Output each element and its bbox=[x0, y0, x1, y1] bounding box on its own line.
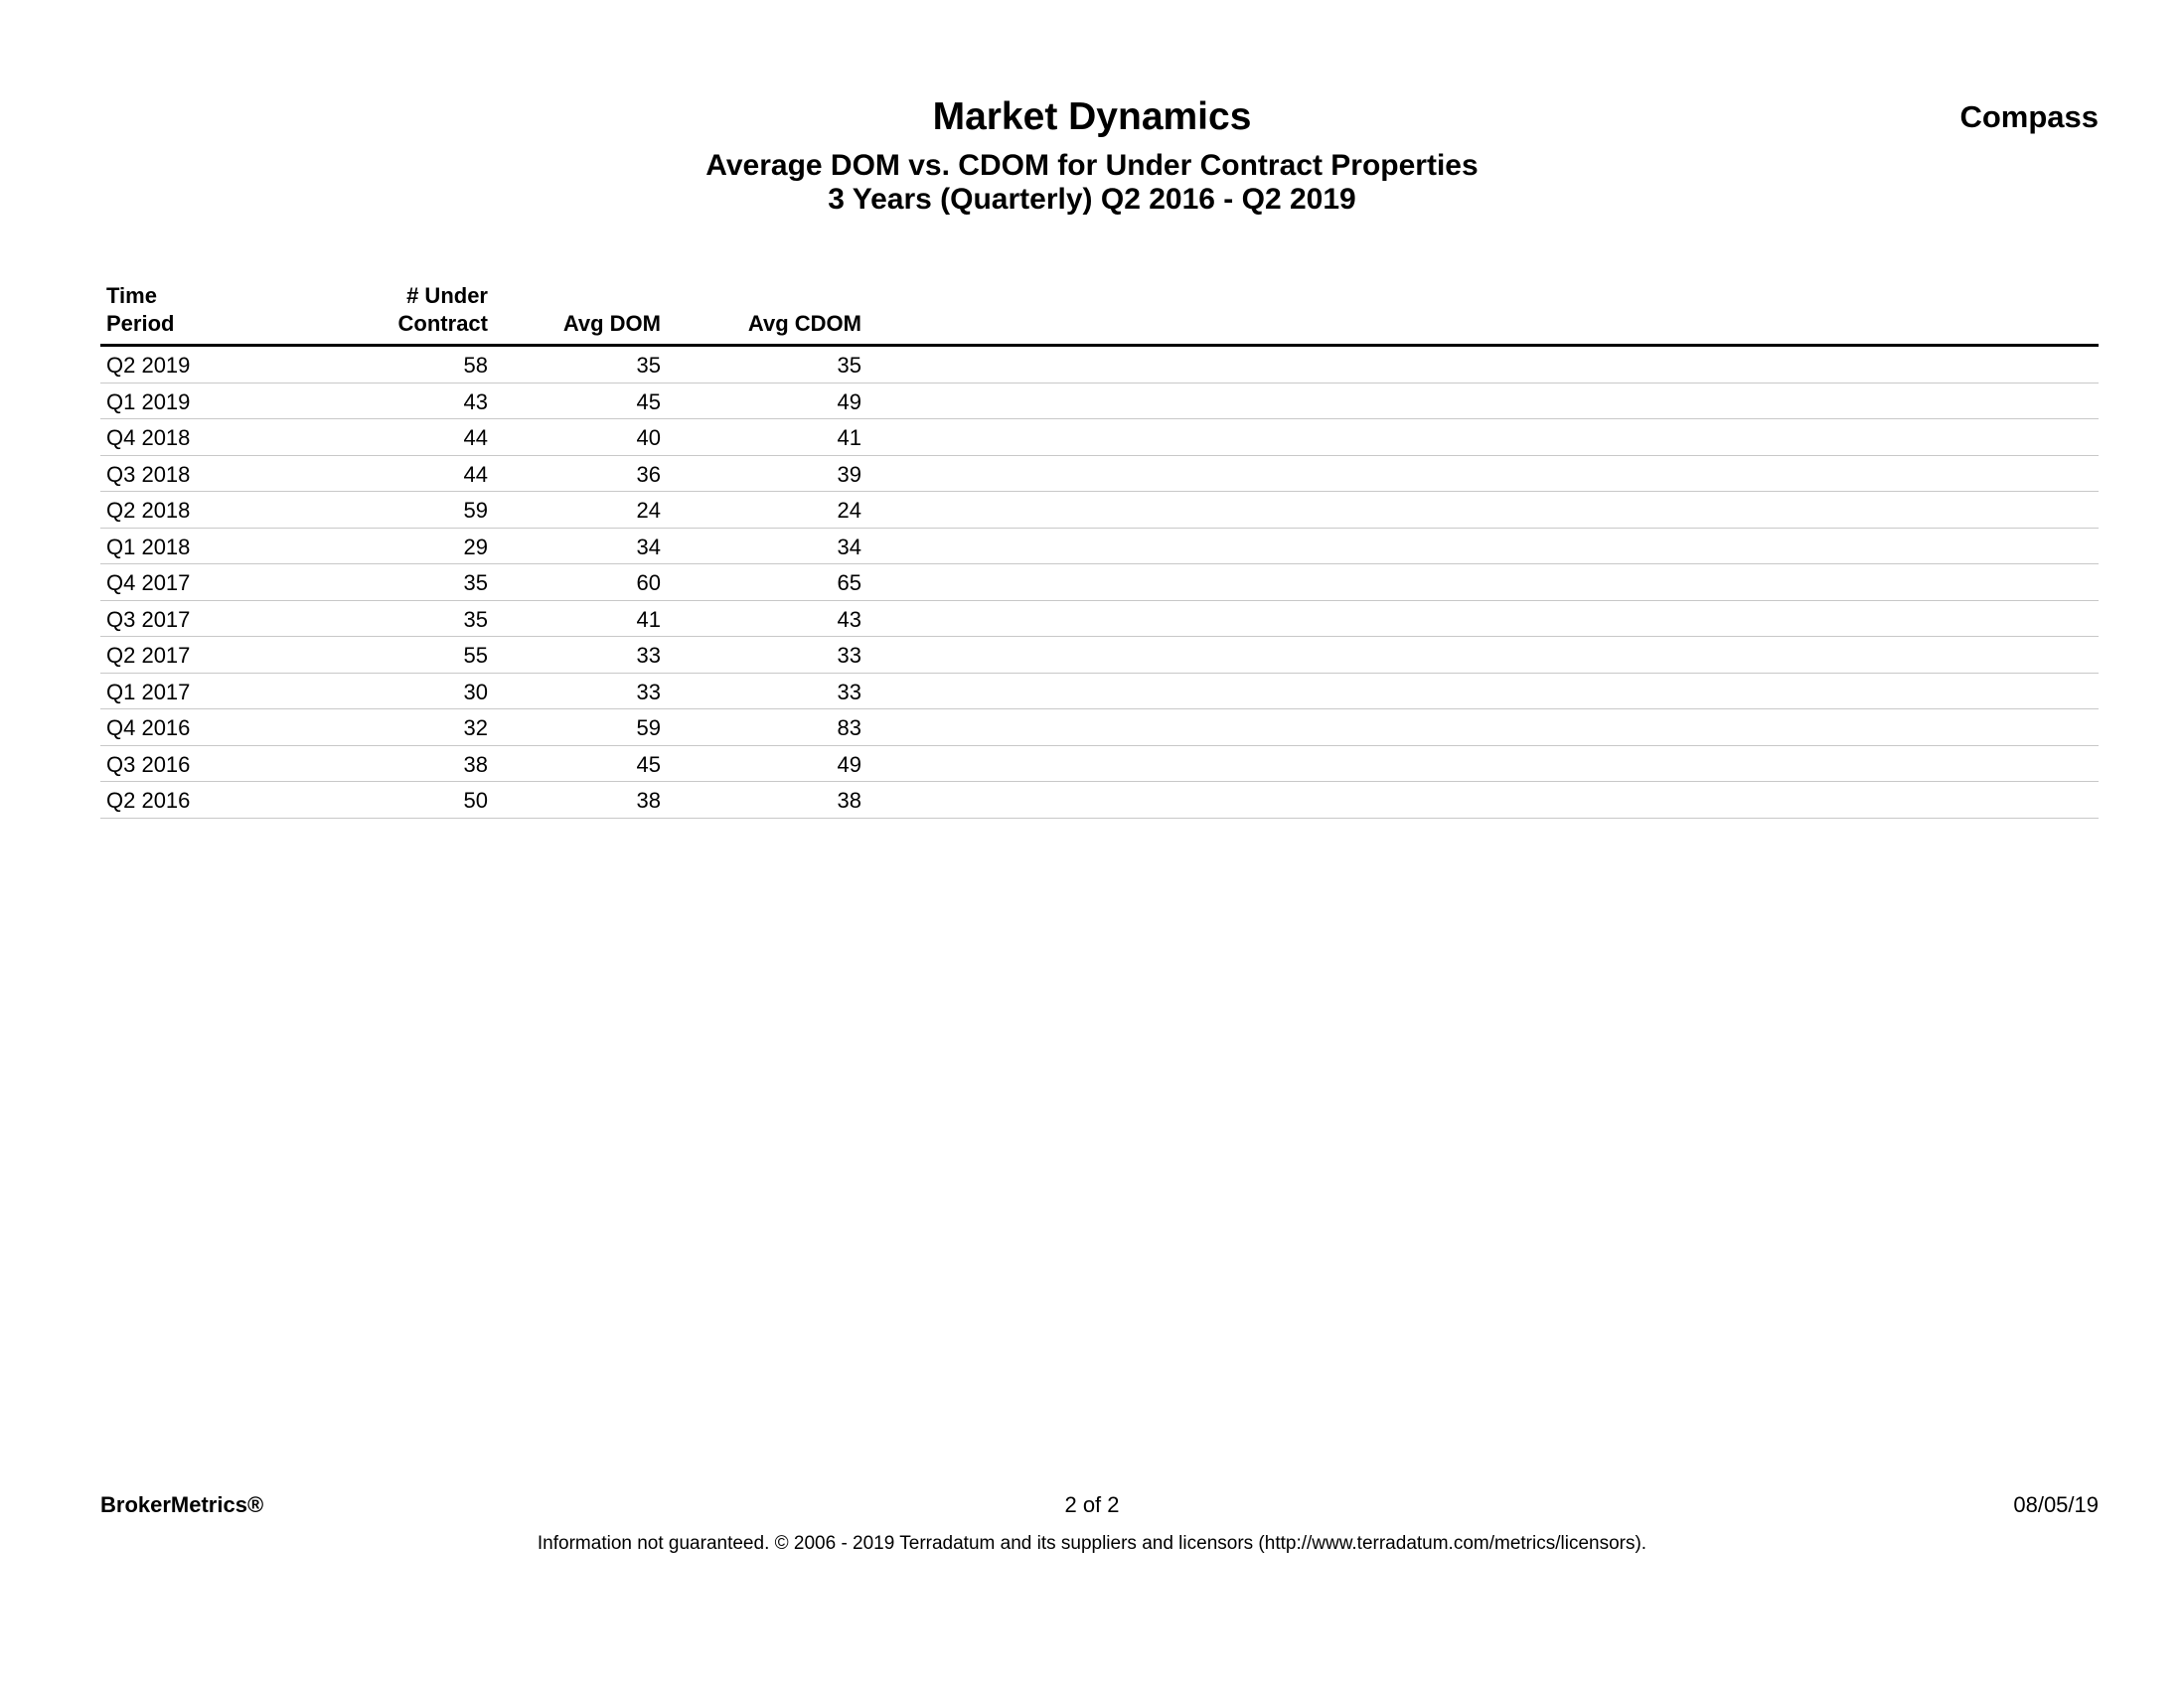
cell-under-contract: 35 bbox=[463, 606, 488, 632]
cell-under-contract: 44 bbox=[463, 425, 488, 450]
cell-avg-cdom: 35 bbox=[837, 353, 861, 378]
column-header-under-contract bbox=[289, 282, 488, 338]
cell-avg-cdom: 38 bbox=[837, 788, 861, 813]
cell-avg-dom: 45 bbox=[636, 751, 661, 777]
footer-brand: BrokerMetrics® bbox=[100, 1492, 264, 1517]
table-row bbox=[100, 782, 2099, 819]
cell-time-period: Q4 2018 bbox=[106, 425, 191, 450]
table-header bbox=[100, 280, 2099, 347]
table-row bbox=[100, 529, 2099, 565]
column-header-avg-dom bbox=[478, 310, 661, 338]
cell-time-period: Q4 2016 bbox=[106, 715, 191, 740]
cell-avg-dom: 40 bbox=[636, 425, 661, 450]
cell-avg-cdom: 33 bbox=[837, 643, 861, 668]
cell-under-contract: 38 bbox=[463, 751, 488, 777]
cell-avg-cdom: 49 bbox=[837, 751, 861, 777]
column-header-line: # Under bbox=[406, 283, 488, 308]
cell-under-contract: 50 bbox=[463, 788, 488, 813]
cell-time-period: Q2 2018 bbox=[106, 498, 191, 523]
table-row bbox=[100, 456, 2099, 493]
cell-avg-cdom: 41 bbox=[837, 425, 861, 450]
column-header-avg-cdom bbox=[657, 310, 861, 338]
cell-avg-cdom: 34 bbox=[837, 534, 861, 559]
cell-avg-dom: 35 bbox=[636, 353, 661, 378]
cell-time-period: Q4 2017 bbox=[106, 570, 191, 595]
column-header-line: Avg CDOM bbox=[747, 311, 861, 336]
cell-avg-dom: 33 bbox=[636, 643, 661, 668]
table-row bbox=[100, 637, 2099, 674]
report-title: Market Dynamics bbox=[932, 95, 1252, 138]
cell-under-contract: 35 bbox=[463, 570, 488, 595]
cell-time-period: Q1 2017 bbox=[106, 679, 191, 704]
cell-time-period: Q2 2016 bbox=[106, 788, 191, 813]
cell-avg-cdom: 83 bbox=[837, 715, 861, 740]
cell-avg-dom: 41 bbox=[636, 606, 661, 632]
cell-under-contract: 58 bbox=[463, 353, 488, 378]
cell-time-period: Q1 2018 bbox=[106, 534, 191, 559]
table-row bbox=[100, 601, 2099, 638]
cell-under-contract: 29 bbox=[463, 534, 488, 559]
cell-time-period: Q1 2019 bbox=[106, 388, 191, 414]
cell-time-period: Q2 2019 bbox=[106, 353, 191, 378]
cell-time-period: Q3 2017 bbox=[106, 606, 191, 632]
page-number: 2 of 2 bbox=[1064, 1492, 1120, 1517]
column-header-time-period bbox=[106, 282, 255, 338]
column-header-line: Period bbox=[106, 311, 175, 336]
cell-avg-dom: 33 bbox=[636, 679, 661, 704]
cell-avg-dom: 59 bbox=[636, 715, 661, 740]
table-row bbox=[100, 746, 2099, 783]
column-header-line: Time bbox=[106, 283, 157, 308]
report-subtitle: Average DOM vs. CDOM for Under Contract Properties bbox=[705, 149, 1479, 182]
table-row bbox=[100, 564, 2099, 601]
cell-avg-cdom: 24 bbox=[837, 498, 861, 523]
table-row bbox=[100, 492, 2099, 529]
cell-under-contract: 59 bbox=[463, 498, 488, 523]
report-period: 3 Years (Quarterly) Q2 2016 - Q2 2019 bbox=[828, 183, 1356, 216]
cell-time-period: Q3 2018 bbox=[106, 461, 191, 487]
cell-avg-dom: 36 bbox=[636, 461, 661, 487]
cell-time-period: Q3 2016 bbox=[106, 751, 191, 777]
table-row bbox=[100, 419, 2099, 456]
cell-avg-dom: 24 bbox=[636, 498, 661, 523]
cell-avg-cdom: 49 bbox=[837, 388, 861, 414]
cell-avg-dom: 38 bbox=[636, 788, 661, 813]
cell-avg-cdom: 33 bbox=[837, 679, 861, 704]
table-row bbox=[100, 674, 2099, 710]
cell-avg-dom: 45 bbox=[636, 388, 661, 414]
table-body bbox=[100, 347, 2099, 819]
table-row bbox=[100, 384, 2099, 420]
cell-avg-cdom: 43 bbox=[837, 606, 861, 632]
cell-under-contract: 43 bbox=[463, 388, 488, 414]
cell-under-contract: 55 bbox=[463, 643, 488, 668]
cell-under-contract: 30 bbox=[463, 679, 488, 704]
cell-avg-cdom: 39 bbox=[837, 461, 861, 487]
column-header-line: Contract bbox=[397, 311, 488, 336]
cell-avg-cdom: 65 bbox=[837, 570, 861, 595]
disclaimer-text: Information not guaranteed. © 2006 - 2019 Terradatum and its suppliers and licensors (http://www.terradatum.com/metrics/licensors). bbox=[537, 1533, 1647, 1554]
cell-under-contract: 32 bbox=[463, 715, 488, 740]
column-header-line: Avg DOM bbox=[562, 311, 661, 336]
report-date: 08/05/19 bbox=[2013, 1492, 2099, 1517]
table-row bbox=[100, 347, 2099, 384]
cell-avg-dom: 60 bbox=[636, 570, 661, 595]
cell-under-contract: 44 bbox=[463, 461, 488, 487]
data-table bbox=[100, 280, 2099, 819]
cell-avg-dom: 34 bbox=[636, 534, 661, 559]
brand-name: Compass bbox=[1959, 99, 2099, 134]
table-row bbox=[100, 709, 2099, 746]
cell-time-period: Q2 2017 bbox=[106, 643, 191, 668]
